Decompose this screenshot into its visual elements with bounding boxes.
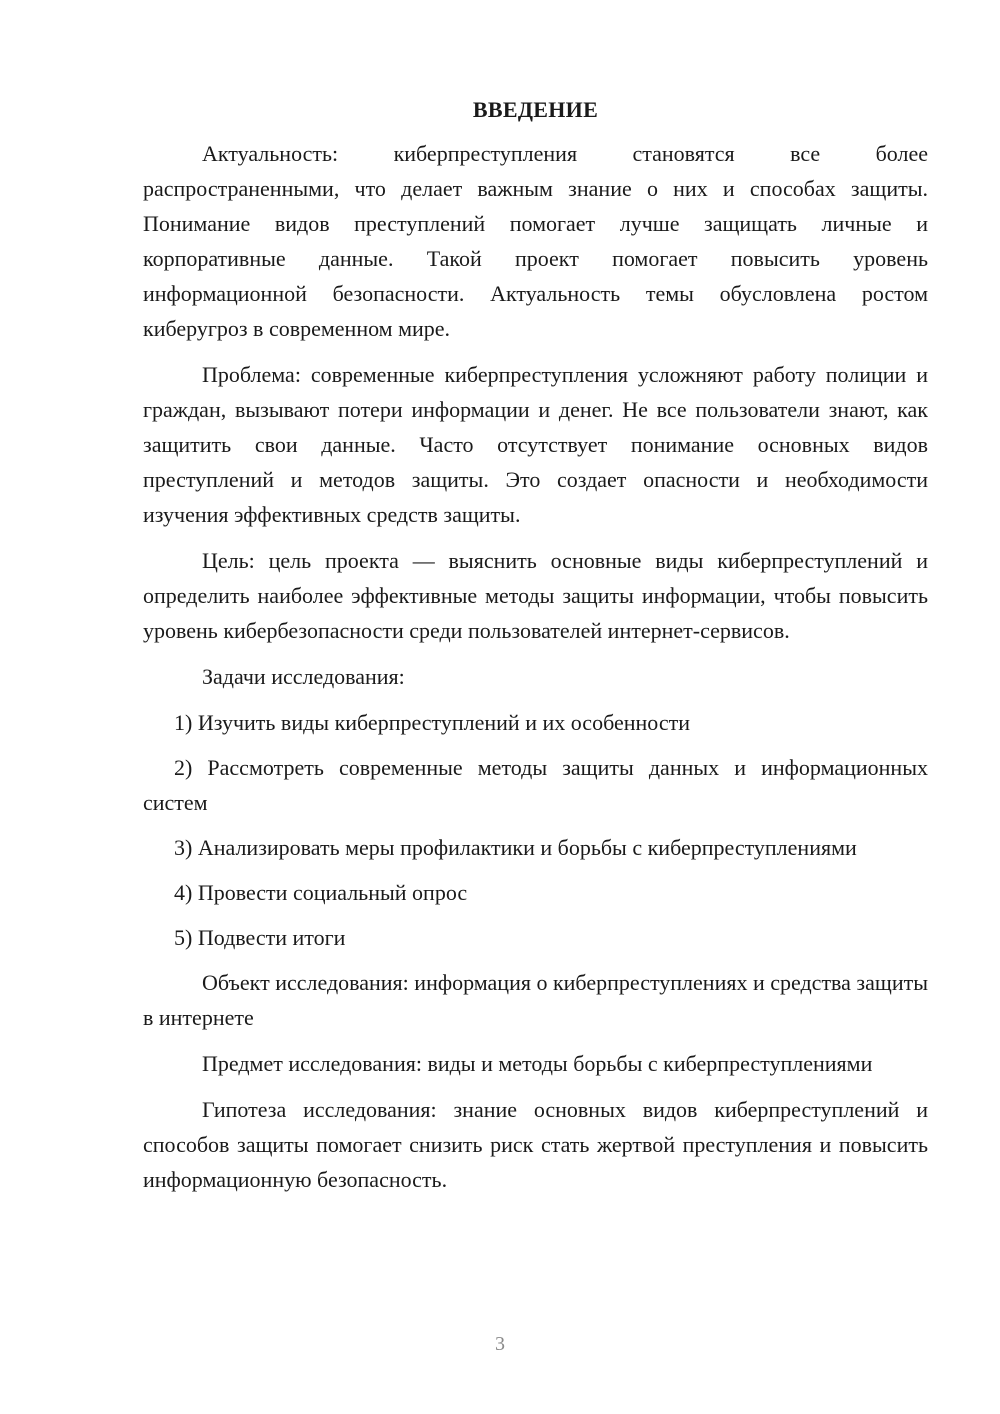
page-number: 3 [495,1333,505,1355]
tasks-list [143,705,928,955]
tasks-heading: Задачи исследования: [202,664,405,689]
paragraph-subject: Предмет исследования: виды и методы борьбы с киберпреступлениями [202,1051,873,1076]
document-body [143,96,928,1208]
paragraph-goal: Цель: цель проекта — выяснить основные виды киберпреступлений и определить наиболее эффективные методы защиты информации, чтобы повысить уровень кибербезопасности среди пользователей интернет-сервисов. [143,548,928,643]
paragraph-object: Объект исследования: информация о киберпреступлениях и средства защиты в интернете [143,970,928,1030]
paragraph-problem: Проблема: современные киберпреступления усложняют работу полиции и граждан, вызывают потери информации и денег. Не все пользователи знают, как защитить свои данные. Часто отсутствует понимание основных видов преступлений и методов защиты. Это создает опасности и необходимости изучения эффективных средств защиты. [143,362,928,527]
section-title: ВВЕДЕНИЕ [472,97,599,122]
list-item: 1) Изучить виды киберпреступлений и их особенности [174,710,690,735]
paragraph-hypothesis: Гипотеза исследования: знание основных видов киберпреступлений и способов защиты помогает снизить риск стать жертвой преступления и повысить информационную безопасность. [143,1097,928,1192]
list-item: 3) Анализировать меры профилактики и борьбы с киберпреступлениями [174,835,857,860]
list-item: 4) Провести социальный опрос [174,880,468,905]
list-item: 5) Подвести итоги [174,925,346,950]
list-item: 2) Рассмотреть современные методы защиты данных и информационных систем [143,755,928,815]
paragraph-relevance: Актуальность: киберпреступления становятся все более распространенными, что делает важным знание о них и способах защиты. Понимание видов преступлений помогает лучше защищать личные и корпоративные данные. Такой проект помогает повысить уровень информационной безопасности. Актуальность темы обусловлена ростом киберугроз в современном мире. [143,141,928,341]
